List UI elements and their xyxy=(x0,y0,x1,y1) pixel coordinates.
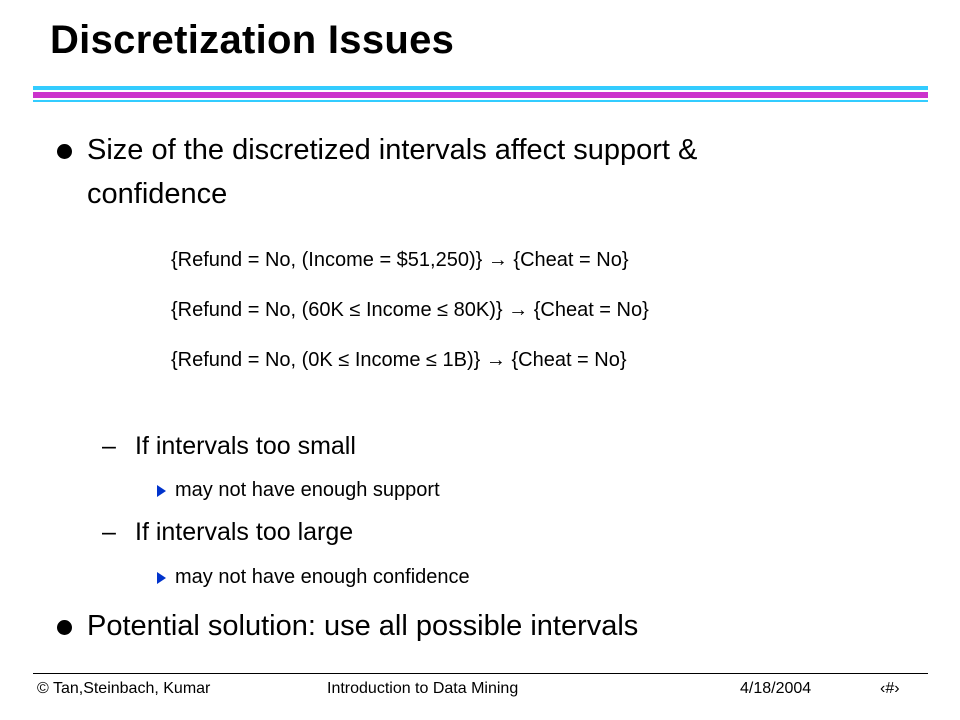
sub-bullet-text: If intervals too large xyxy=(135,518,354,546)
example-rule: {Refund = No, (60K ≤ Income ≤ 80K)} → {Cheat = No} xyxy=(171,299,649,321)
sub-sub-bullet-text: may not have enough confidence xyxy=(175,566,470,588)
slide-title: Discretization Issues xyxy=(50,18,455,62)
example-rule: {Refund = No, (0K ≤ Income ≤ 1B)} → {Cheat = No} xyxy=(171,349,627,371)
dash-bullet-icon: – xyxy=(102,432,116,460)
bullet-text: Size of the discretized intervals affect support & xyxy=(87,134,698,166)
example-rule: {Refund = No, (Income = $51,250)} → {Cheat = No} xyxy=(171,249,629,271)
bullet-circle-icon xyxy=(57,144,72,159)
footer-divider xyxy=(33,673,928,674)
footer-course: Introduction to Data Mining xyxy=(327,680,519,697)
title-rule-middle xyxy=(33,92,928,98)
triangle-bullet-icon xyxy=(157,485,166,497)
title-rule-bottom xyxy=(33,100,928,102)
sub-sub-bullet-text: may not have enough support xyxy=(175,479,440,501)
bullet-text-continuation: confidence xyxy=(87,178,228,210)
title-rule-top xyxy=(33,86,928,90)
footer-authors: © Tan,Steinbach, Kumar xyxy=(37,680,211,697)
dash-bullet-icon: – xyxy=(102,518,116,546)
footer-date: 4/18/2004 xyxy=(740,680,812,697)
bullet-circle-icon xyxy=(57,620,72,635)
footer-page-number: ‹#› xyxy=(880,680,900,697)
sub-bullet-text: If intervals too small xyxy=(135,432,356,460)
bullet-text: Potential solution: use all possible intervals xyxy=(87,610,639,642)
triangle-bullet-icon xyxy=(157,572,166,584)
